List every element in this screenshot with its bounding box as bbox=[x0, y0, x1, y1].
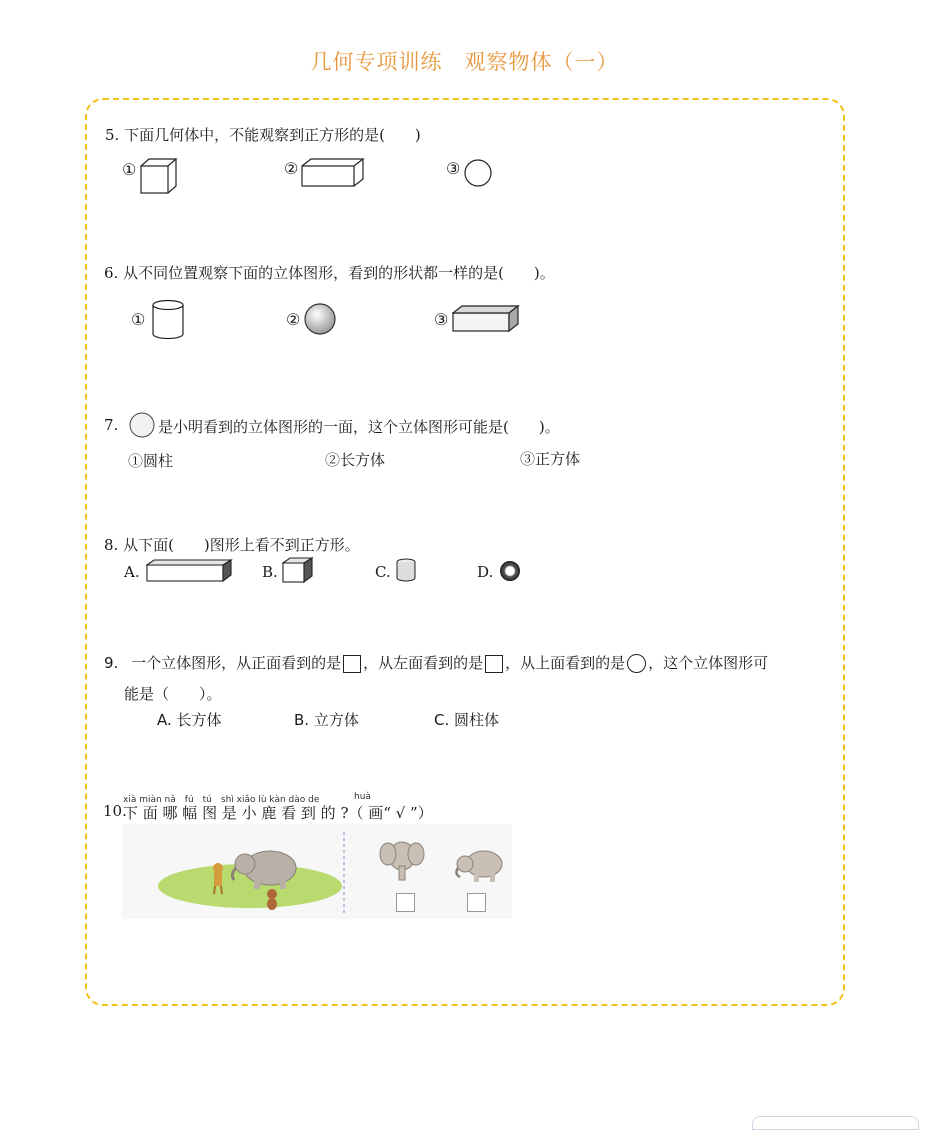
q7-option-3: ③正方体 bbox=[520, 450, 581, 468]
page-title: 几何专项训练 观察物体（一） bbox=[310, 50, 619, 74]
square-face-icon bbox=[343, 655, 361, 673]
square-face-icon bbox=[485, 655, 503, 673]
q5-option-2-label: ② bbox=[284, 159, 299, 178]
question-9-line-1 bbox=[104, 652, 768, 673]
question-8-text: 8. 从下面( )图形上看不到正方形。 bbox=[104, 536, 360, 554]
question-10-pinyin: xià miàn nǎ fú tú shì xiǎo lù kàn dào de bbox=[123, 795, 320, 805]
sphere-icon bbox=[303, 302, 337, 336]
q10-illustration bbox=[122, 824, 512, 919]
question-10-pinyin-hua: huà bbox=[354, 792, 371, 802]
q9-option-b: B. 立方体 bbox=[294, 711, 359, 729]
cuboid-icon bbox=[452, 305, 520, 333]
answer-checkbox-front[interactable] bbox=[396, 893, 415, 912]
question-9-line-2: 能是（ ）。 bbox=[124, 685, 222, 703]
sphere-icon bbox=[499, 560, 521, 582]
q8-option-a-label: A. bbox=[124, 563, 140, 581]
cuboid-icon bbox=[301, 158, 365, 188]
circle-face-icon bbox=[627, 654, 646, 673]
q5-option-3-label: ③ bbox=[446, 159, 461, 178]
q9-option-c: C. 圆柱体 bbox=[434, 711, 500, 729]
cylinder-icon bbox=[151, 299, 187, 341]
q6-option-3-label: ③ bbox=[434, 310, 449, 329]
question-9-part-4: ，这个立体图形可 bbox=[648, 654, 769, 672]
answer-checkbox-side[interactable] bbox=[467, 893, 486, 912]
q6-option-1-label: ① bbox=[131, 310, 146, 329]
question-7-number: 7. bbox=[104, 416, 119, 434]
sphere-icon bbox=[463, 158, 493, 188]
circle-face-icon bbox=[128, 411, 156, 439]
q8-option-b-label: B. bbox=[262, 563, 278, 581]
q6-option-2-label: ② bbox=[286, 310, 301, 329]
cube-icon bbox=[140, 158, 180, 194]
q9-option-a: A. 长方体 bbox=[157, 711, 222, 729]
cylinder-icon bbox=[395, 558, 417, 584]
cube-icon bbox=[282, 557, 314, 583]
q8-option-d-label: D. bbox=[477, 563, 494, 581]
page-corner-tab bbox=[752, 1116, 919, 1130]
question-6-text: 6. 从不同位置观察下面的立体图形，看到的形状都一样的是( )。 bbox=[104, 264, 555, 282]
question-9-number: 9. bbox=[104, 654, 119, 672]
question-5-text: 5. 下面几何体中，不能观察到正方形的是( ) bbox=[105, 126, 421, 144]
question-10-text: 下 面 哪 幅 图 是 小 鹿 看 到 的 ?（ 画“ √ ”） bbox=[123, 804, 433, 822]
question-7-text: 是小明看到的立体图形的一面，这个立体图形可能是( )。 bbox=[158, 418, 560, 436]
cuboid-icon bbox=[146, 559, 234, 583]
question-9-part-1: 一个立体图形，从正面看到的是 bbox=[131, 654, 342, 672]
q8-option-c-label: C. bbox=[375, 563, 391, 581]
q7-option-2: ②长方体 bbox=[325, 451, 386, 469]
question-10-number: 10. bbox=[103, 802, 127, 820]
question-9-part-2: ，从左面看到的是 bbox=[363, 654, 484, 672]
q5-option-1-label: ① bbox=[122, 160, 137, 179]
question-9-part-3: ，从上面看到的是 bbox=[505, 654, 626, 672]
q7-option-1: ①圆柱 bbox=[128, 452, 174, 470]
